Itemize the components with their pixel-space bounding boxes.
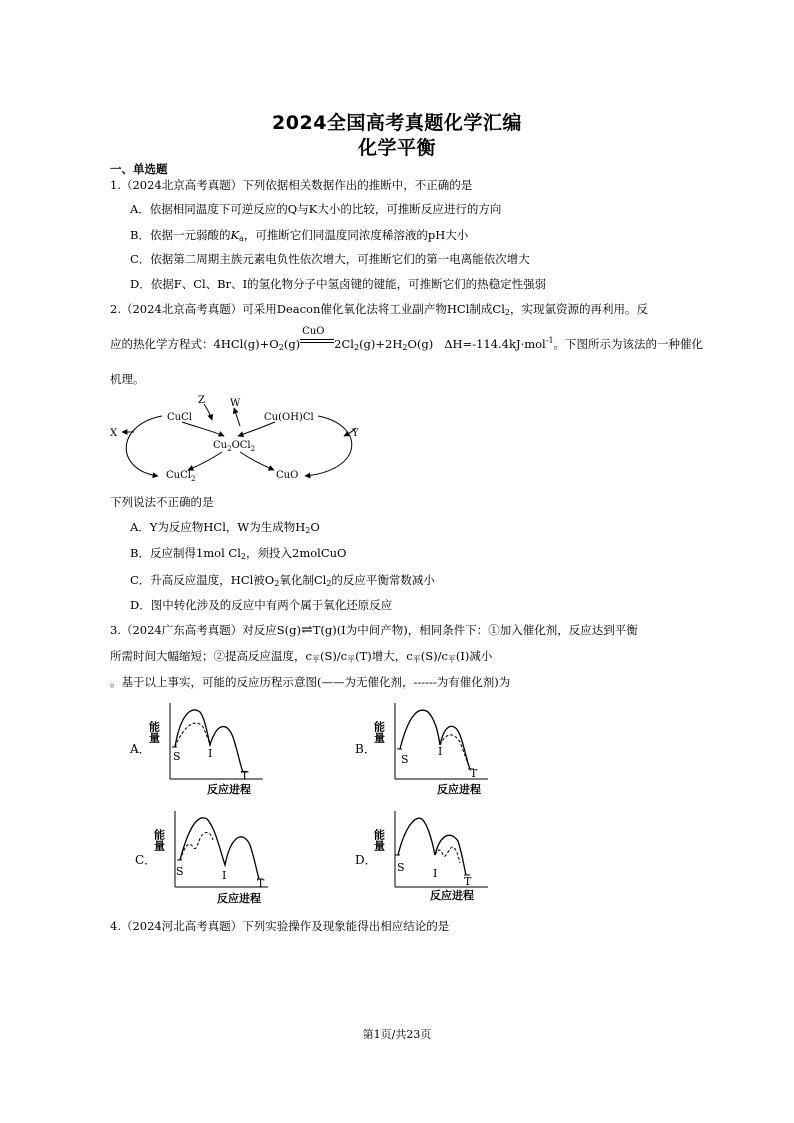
q2-equation: 应的热化学方程式：$4HCl(g)+O_2(g)$ CuO $2Cl_2(g)+2H_2O(g)$ ΔH=-114.4kJ·mol$^{-1}$。下图所示为该法的一种催化 xyxy=(110,326,704,352)
catalyst-label: CuO xyxy=(302,326,325,337)
label-i: I xyxy=(438,745,443,758)
q1-option-b: B．依据一元弱酸的$K_a$，可推断它们同温度同浓度稀溶液的pH大小 xyxy=(130,228,469,243)
x-axis-label: 反应进程 xyxy=(217,892,261,905)
label-i: I xyxy=(222,869,227,882)
label-cu2ocl2: $Cu_2OCl_2$ xyxy=(213,440,256,453)
q1-option-a: A．依据相同温度下可逆反应的Q与K大小的比较，可推断反应进行的方向 xyxy=(130,202,502,216)
cycle-arrow-center-cuo xyxy=(240,452,274,470)
q2-option-d: D．图中转化涉及的反应中有两个属于氧化还原反应 xyxy=(130,598,393,612)
x-axis-label: 反应进程 xyxy=(430,889,474,902)
curve-catalyzed xyxy=(180,833,213,860)
page-footer: 第1页/共23页 xyxy=(362,1028,432,1041)
label-w: W xyxy=(230,398,241,409)
section-heading: 一、单选题 xyxy=(110,162,168,176)
label-x: X xyxy=(110,428,118,439)
label-i: I xyxy=(208,747,213,760)
q3-line3: 。基于以上事实，可能的反应历程示意图(——为无催化剂，------为有催化剂)为 xyxy=(110,675,511,689)
label-z: Z xyxy=(198,395,205,406)
label-t: T xyxy=(241,769,249,782)
label-s: S xyxy=(401,753,409,766)
energy-diagram-a xyxy=(145,697,275,797)
q1-stem: 1.（2024北京高考真题）下列依据相关数据作出的推断中，不正确的是 xyxy=(110,178,473,192)
q2-option-a: A．Y为反应物HCl，W为生成物$H_2O$ xyxy=(130,520,320,535)
q1-option-c: C．依据第二周期主族元素电负性依次增大，可推断它们的第一电离能依次增大 xyxy=(130,252,530,266)
label-y: Y xyxy=(352,428,359,439)
q3-option-d-label: D． xyxy=(355,853,377,867)
energy-diagram-b xyxy=(370,697,500,797)
page-title: 2024全国高考真题化学汇编 xyxy=(272,112,522,134)
cycle-arrow-cucl-center xyxy=(182,422,224,436)
label-cucl: CuCl xyxy=(167,412,192,423)
x-axis-label: 反应进程 xyxy=(207,783,251,796)
q1-option-d: D．依据F、Cl、Br、I的氢化物分子中氢卤键的键能，可推断它们的热稳定性强弱 xyxy=(130,277,547,291)
label-s: S xyxy=(173,750,181,763)
q4-stem: 4.（2024河北高考真题）下列实验操作及现象能得出相应结论的是 xyxy=(110,919,450,933)
label-i: I xyxy=(433,867,438,880)
y-axis-label: 能量 xyxy=(147,721,161,743)
q2-option-c: C．升高反应温度，HCl被$O_2$氧化制$Cl_2$的反应平衡常数减小 xyxy=(130,573,435,588)
cycle-arrow-center-cucl2 xyxy=(188,452,222,470)
q2-stem-line3: 机理。 xyxy=(110,372,145,386)
label-s: S xyxy=(397,861,405,874)
q2-option-b: B．反应制得1mol $Cl_2$，须投入2molCuO xyxy=(130,546,347,561)
cycle-arrow-w xyxy=(234,408,240,426)
label-s: S xyxy=(176,865,184,878)
y-axis-label: 能量 xyxy=(372,829,386,851)
q3-option-c-label: C． xyxy=(135,853,157,867)
y-axis-label: 能量 xyxy=(372,721,386,743)
curve-uncatalyzed xyxy=(180,818,259,879)
energy-diagram-d xyxy=(370,805,500,905)
y-axis-label: 能量 xyxy=(152,829,166,851)
cycle-arrow-z xyxy=(204,404,212,420)
x-axis-label: 反应进程 xyxy=(437,783,481,796)
q3-line2: 所需时间大幅缩短；②提高反应温度，$c_平(S)/c_平(T)$增大，$c_平(S)/c_平(Ⅰ)$减小 xyxy=(110,649,493,664)
label-cucl2: CuCl$_2$ xyxy=(166,470,196,483)
curve-uncatalyzed xyxy=(398,818,466,875)
q3-line1: 3.（2024广东高考真题）对反应S(g)⇌T(g)(I为中间产物)，相同条件下：①加入催化剂，反应达到平衡 xyxy=(110,622,638,638)
page-subtitle: 化学平衡 xyxy=(357,137,436,159)
cycle-arrow-left xyxy=(126,416,162,476)
label-t: T xyxy=(470,767,478,780)
q2-stem: 2.（2024北京高考真题）可采用Deacon催化氧化法将工业副产物HCl制成$Cl_2$，实现氯资源的再利用。反 xyxy=(110,302,648,317)
label-t: T xyxy=(464,875,472,888)
q3-option-b-label: B． xyxy=(355,742,376,756)
catalytic-cycle-diagram xyxy=(100,390,390,490)
label-cuohcl: Cu(OH)Cl xyxy=(264,412,314,423)
label-cuo: CuO xyxy=(276,470,299,481)
q3-option-a-label: A． xyxy=(130,742,151,756)
q2-prompt: 下列说法不正确的是 xyxy=(110,495,214,509)
curve-catalyzed xyxy=(435,847,460,863)
curve-uncatalyzed xyxy=(400,710,470,769)
energy-diagram-c xyxy=(152,805,285,905)
label-t: T xyxy=(257,877,265,890)
cycle-arrow-cuohcl-center xyxy=(238,422,275,436)
cycle-arrow-right xyxy=(305,416,352,476)
